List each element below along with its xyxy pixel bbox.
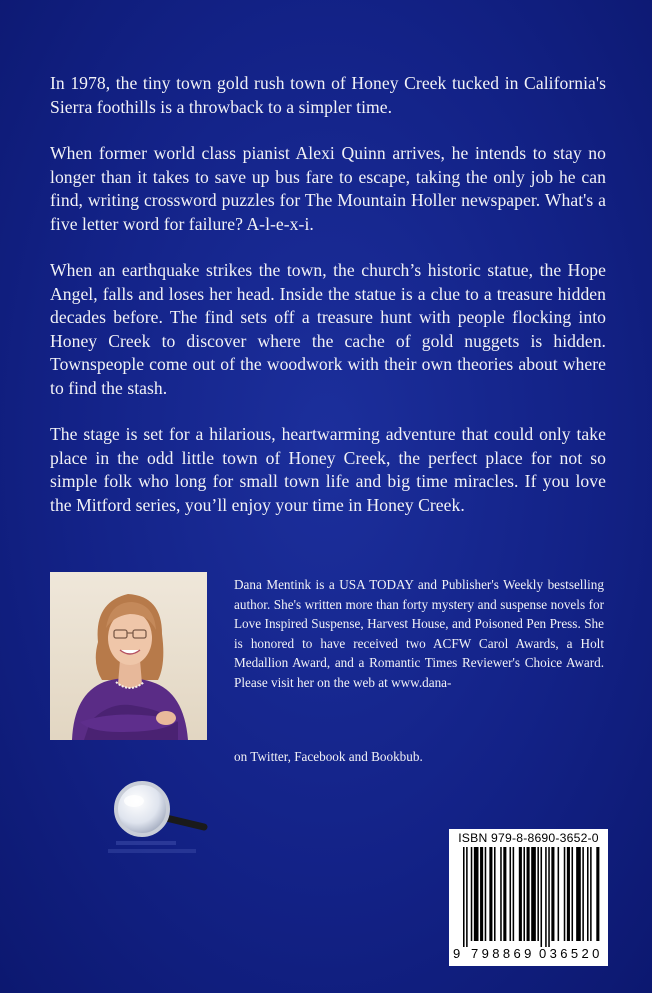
author-bio: [234, 575, 604, 693]
publisher-logo: [104, 777, 212, 867]
barcode-bar: [474, 847, 479, 941]
barcode-bar: [545, 847, 547, 947]
isbn-barcode: [449, 829, 608, 966]
blurb-paragraph-1: In 1978, the tiny town gold rush town of Honey Creek tucked in California's Sierra foothills is a throwback to a simpler time.: [50, 73, 606, 117]
barcode-bar: [567, 847, 570, 941]
barcode-bar: [463, 847, 465, 947]
barcode-left-digits: 798869: [471, 946, 535, 961]
author-photo: [50, 572, 207, 740]
author-bio-social: on Twitter, Facebook and Bookbub.: [234, 749, 423, 764]
barcode-bar: [587, 847, 589, 941]
barcode-bar: [523, 847, 525, 941]
blurb-paragraph-2: When former world class pianist Alexi Quinn arrives, he intends to stay no longer than it takes to save up bus fare to escape, taking the only job he can find, writing crossword puzzles for The Mountain Holler newspaper. What's a five letter word for failure? A-l-e-x-i.: [50, 143, 606, 234]
barcode-bars: [449, 847, 608, 947]
barcode-bar: [590, 847, 592, 941]
barcode-bar: [558, 847, 560, 941]
barcode-bar: [471, 847, 473, 941]
barcode-bar: [494, 847, 496, 941]
barcode-bar: [510, 847, 512, 941]
barcode-bar: [480, 847, 483, 941]
barcode-bar: [576, 847, 581, 941]
isbn-label: ISBN 979-8-8690-3652-0: [458, 831, 599, 845]
back-cover-blurb: [50, 72, 606, 540]
author-bio-text: Dana Mentink is a USA TODAY and Publisher's Weekly bestselling author. She's written more than forty mystery and suspense novels for Love Inspired Suspense, Harvest House, and Poisoned Pen Press. She is honored to have received two ACFW Carol Awards, a Holt Medallion Award, and a Romantic Times Reviewer's Choice Award. Please visit her on the web at www.dana-: [234, 577, 604, 690]
barcode-right-digits: 036520: [539, 946, 603, 961]
barcode-bar: [531, 847, 536, 941]
barcode-bar: [551, 847, 554, 941]
magnifying-glass-icon: [104, 777, 212, 867]
barcode-bar: [519, 847, 522, 941]
blurb-paragraph-3: When an earthquake strikes the town, the church’s historic statue, the Hope Angel, falls and loses her head. Inside the statue is a clue to a treasure hidden decades before. The find sets off a treasure hunt with people flocking into Honey Creek to discover where the cache of gold nuggets is hidden. Townspeople come out of the woodwork with their own theories about where to find the stash.: [50, 260, 606, 398]
barcode-bar: [582, 847, 584, 941]
barcode-bar: [596, 847, 599, 941]
barcode-bar: [548, 847, 550, 947]
barcode-bar: [489, 847, 492, 941]
barcode-bar: [564, 847, 566, 941]
barcode-bar: [485, 847, 487, 941]
barcode-bar: [500, 847, 502, 941]
barcode-bar: [537, 847, 539, 941]
barcode-bar: [503, 847, 506, 941]
barcode-bar: [572, 847, 574, 941]
barcode-bar: [466, 847, 468, 947]
barcode-lead-digit: 9: [453, 946, 461, 961]
author-portrait-illustration: [50, 572, 207, 740]
barcode-bar: [513, 847, 515, 941]
blurb-paragraph-4: The stage is set for a hilarious, heartwarming adventure that could only take place in the odd little town of Honey Creek, the perfect place for not so simple folk who long for small town life and big time miracles. If you love the Mitford series, you’ll enjoy your time in Honey Creek.: [50, 424, 606, 515]
barcode-bar: [527, 847, 530, 941]
barcode-bar: [541, 847, 543, 947]
